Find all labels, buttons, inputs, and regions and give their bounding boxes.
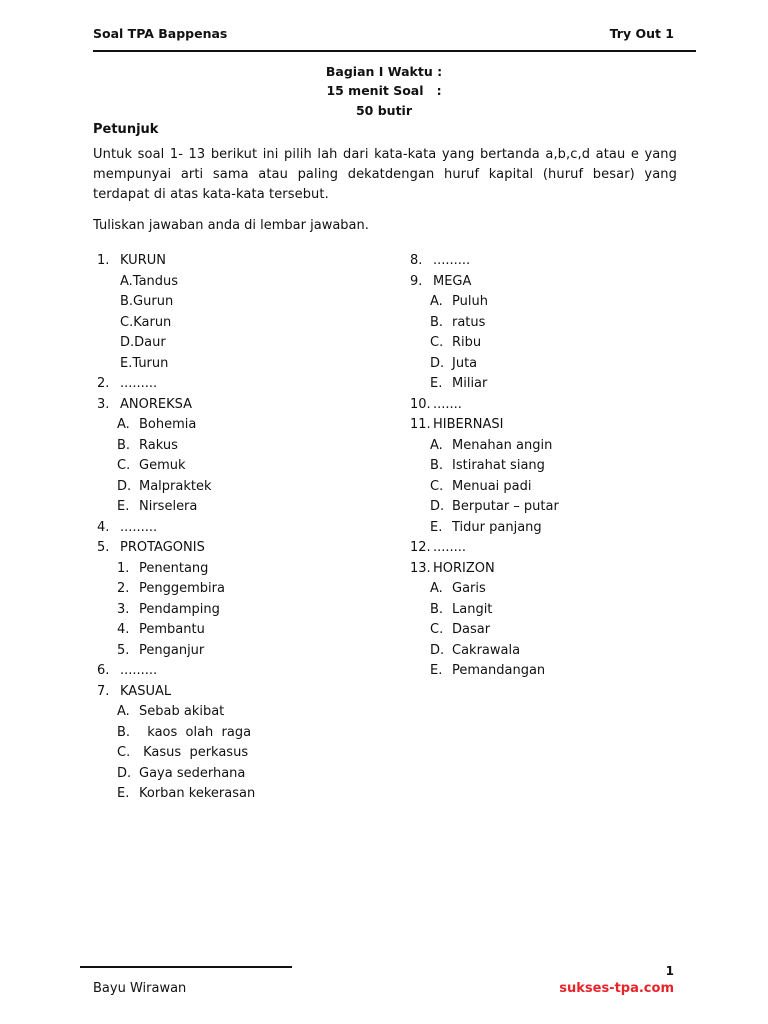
option-letter: B. <box>117 437 131 453</box>
question-number: 1. <box>97 253 110 268</box>
option-letter: 3. <box>117 601 130 617</box>
question-word: ......... <box>120 663 158 678</box>
question-word: PROTAGONIS <box>120 540 205 555</box>
answer-option <box>410 374 710 395</box>
option-text: Dasar <box>452 622 491 637</box>
answer-option <box>410 354 710 375</box>
answer-option <box>410 477 710 498</box>
option-text: Ribu <box>452 335 482 350</box>
question-word: MEGA <box>433 273 472 289</box>
option-letter: E. <box>117 499 130 514</box>
option-letter: A. <box>117 704 130 719</box>
option-text: Gaya sederhana <box>139 765 246 781</box>
option-letter: C. <box>117 745 131 760</box>
question-item <box>410 272 710 293</box>
question-item <box>410 395 710 416</box>
instructions-text: Untuk soal 1- 13 berikut ini pilih lah dari kata-kata yang bertanda a,b,c,d atau e yang mempunyai arti sama atau paling dekatdengan huruf kapital (huruf besar) yang terdapat di atas kata-kata tersebut. <box>93 147 677 202</box>
option-letter: 5. <box>117 642 130 658</box>
option-text: ratus <box>452 314 486 330</box>
option-letter: D. <box>117 765 132 781</box>
answer-option <box>97 702 397 723</box>
answer-option <box>97 764 397 785</box>
question-item <box>410 251 710 272</box>
answer-option <box>97 559 397 580</box>
answer-option <box>410 497 710 518</box>
answer-option <box>97 784 397 805</box>
option-letter: C. <box>430 335 444 350</box>
question-word: ....... <box>433 396 462 412</box>
footer-author: Bayu Wirawan <box>93 981 187 996</box>
option-letter: D. <box>117 478 132 494</box>
footer-rule <box>80 966 292 968</box>
option-letter: E. <box>430 519 443 535</box>
answer-option <box>410 292 710 313</box>
question-number: 7. <box>97 683 110 699</box>
answer-option <box>410 313 710 334</box>
section-line-2: 15 menit Soal : <box>326 83 442 98</box>
question-item <box>97 538 397 559</box>
answer-option <box>97 477 397 498</box>
answer-option <box>97 354 397 375</box>
option-letter: C. <box>430 478 444 494</box>
question-number: 3. <box>97 396 110 412</box>
question-word: HIBERNASI <box>433 417 504 432</box>
answer-option <box>410 456 710 477</box>
option-letter: E. <box>430 663 443 678</box>
option-text: Sebab akibat <box>139 704 225 719</box>
option-text: Tidur panjang <box>452 519 542 535</box>
option-text: Puluh <box>452 294 488 309</box>
option-letter: A. <box>430 581 443 596</box>
answer-option <box>97 600 397 621</box>
question-item <box>97 518 397 539</box>
option-text: Penganjur <box>139 642 205 658</box>
option-text: Menahan angin <box>452 437 553 453</box>
answer-option <box>410 579 710 600</box>
answer-option <box>97 292 397 313</box>
answer-option <box>410 641 710 662</box>
question-number: 6. <box>97 663 110 678</box>
option-letter: E. <box>430 376 443 391</box>
option-text: Garis <box>452 581 486 596</box>
question-number: 2. <box>97 376 110 391</box>
footer-site: sukses-tpa.com <box>559 981 674 996</box>
question-number: 11. <box>410 417 431 432</box>
answer-option <box>410 518 710 539</box>
option-text: Gemuk <box>139 458 186 473</box>
page-number: 1 <box>665 964 674 978</box>
instructions-heading: Petunjuk <box>93 122 159 137</box>
answer-option <box>410 600 710 621</box>
option-text: Juta <box>452 355 478 371</box>
option-text: Korban kekerasan <box>139 786 256 801</box>
question-number: 5. <box>97 540 110 555</box>
option-letter: C. <box>430 622 444 637</box>
option-letter: A. <box>117 417 130 432</box>
option-text: Berputar – putar <box>452 499 559 514</box>
option-letter: 4. <box>117 622 130 637</box>
option-text: Rakus <box>139 437 178 453</box>
option-text: Miliar <box>452 376 488 391</box>
answer-option <box>97 620 397 641</box>
header-title: Soal TPA Bappenas <box>93 26 228 41</box>
option-text: Nirselera <box>139 499 198 514</box>
section-line-1: Bagian I Waktu : <box>325 64 443 79</box>
answer-option <box>97 743 397 764</box>
option-letter: D. <box>430 499 445 514</box>
option-letter: 2. <box>117 581 130 596</box>
answer-option <box>97 497 397 518</box>
question-item <box>410 559 710 580</box>
question-word: ANOREKSA <box>120 396 193 412</box>
answer-option <box>97 436 397 457</box>
option-text: Bohemia <box>139 417 197 432</box>
question-word: KASUAL <box>120 683 172 699</box>
answer-option <box>97 415 397 436</box>
option-text: E.Turun <box>120 355 169 371</box>
question-item <box>97 251 397 272</box>
question-number: 10. <box>410 396 431 412</box>
answer-option <box>410 333 710 354</box>
answer-option <box>97 313 397 334</box>
option-letter: B. <box>430 458 444 473</box>
answer-option <box>97 272 397 293</box>
option-text: Menuai padi <box>452 478 532 494</box>
option-text: C.Karun <box>120 314 172 330</box>
question-number: 9. <box>410 273 423 289</box>
option-text: Penggembira <box>139 581 225 596</box>
question-word: ........ <box>433 540 467 555</box>
option-letter: A. <box>430 437 443 453</box>
option-text: D.Daur <box>120 335 166 350</box>
answer-option <box>97 456 397 477</box>
question-column-left <box>97 251 397 805</box>
option-text: Langit <box>452 601 493 617</box>
question-word: ......... <box>120 519 158 535</box>
question-item <box>97 682 397 703</box>
option-text: Penentang <box>139 560 209 576</box>
option-text: B.Gurun <box>120 294 174 309</box>
header-rule <box>93 50 696 52</box>
question-word: ......... <box>433 253 471 268</box>
option-letter: D. <box>430 642 445 658</box>
answer-sheet-note: Tuliskan jawaban anda di lembar jawaban. <box>93 218 369 233</box>
question-number: 13. <box>410 560 431 576</box>
question-number: 12. <box>410 540 431 555</box>
option-letter: B. <box>430 601 444 617</box>
question-item <box>97 395 397 416</box>
answer-option <box>410 661 710 682</box>
option-text: kaos olah raga <box>139 724 252 740</box>
question-item <box>410 538 710 559</box>
option-text: Pembantu <box>139 622 205 637</box>
answer-option <box>97 641 397 662</box>
option-text: Pemandangan <box>452 663 546 678</box>
question-item <box>97 661 397 682</box>
option-text: Istirahat siang <box>452 458 545 473</box>
option-letter: B. <box>430 314 444 330</box>
option-text: Pendamping <box>139 601 220 617</box>
option-letter: 1. <box>117 560 130 576</box>
option-letter: D. <box>430 355 445 371</box>
question-word: ......... <box>120 376 158 391</box>
question-number: 8. <box>410 253 423 268</box>
option-letter: A. <box>430 294 443 309</box>
option-letter: C. <box>117 458 131 473</box>
option-text: A.Tandus <box>120 273 179 289</box>
question-number: 4. <box>97 519 110 535</box>
question-word: HORIZON <box>433 560 495 576</box>
option-text: Cakrawala <box>452 642 521 658</box>
section-line-3: 50 butir <box>355 103 413 118</box>
header-tryout: Try Out 1 <box>609 26 674 41</box>
answer-option <box>97 723 397 744</box>
answer-option <box>97 333 397 354</box>
question-item <box>410 415 710 436</box>
answer-option <box>410 436 710 457</box>
option-text: Malpraktek <box>139 478 212 494</box>
answer-option <box>410 620 710 641</box>
question-word: KURUN <box>120 253 166 268</box>
option-text: Kasus perkasus <box>139 745 249 760</box>
answer-option <box>97 579 397 600</box>
question-item <box>97 374 397 395</box>
question-column-right <box>410 251 710 682</box>
option-letter: B. <box>117 724 131 740</box>
option-letter: E. <box>117 786 130 801</box>
